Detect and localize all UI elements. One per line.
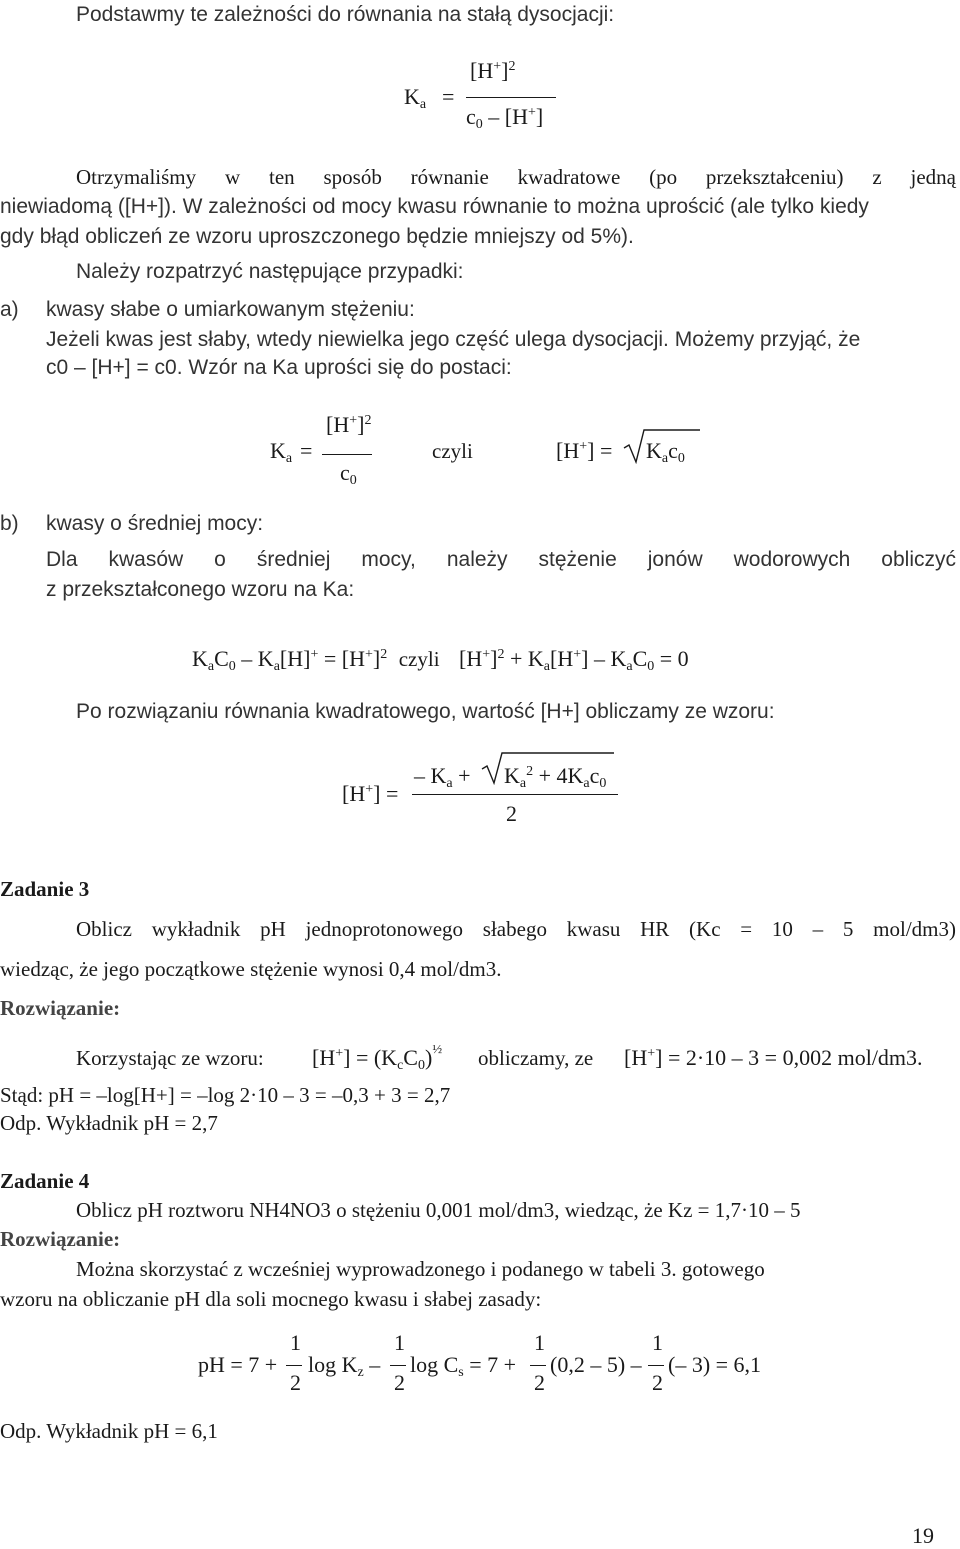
paragraph-line: Otrzymaliśmy w ten sposób równanie kwadratowe (po przekształceniu) z jedną [76,165,956,189]
equation-h-value: [H+] = 2·10 – 3 = 0,002 mol/dm3. [624,1045,923,1070]
case-b-title: kwasy o średniej mocy: [46,512,264,535]
task3-result-value: = 2·10 – 3 = 0,002 mol/dm3. [667,1045,923,1070]
case-a-title: kwasy słabe o umiarkowanym stężeniu: [46,298,415,321]
task3-answer: Odp. Wykładnik pH = 2,7 [0,1111,218,1135]
task3-heading: Zadanie 3 [0,877,90,901]
task4-answer: Odp. Wykładnik pH = 6,1 [0,1419,218,1443]
task3-text: wiedząc, że jego początkowe stężenie wynosi 0,4 mol/dm3. [0,957,502,981]
intro-line: Podstawmy te zależności do równania na stałą dysocjacji: [76,3,615,26]
czyli-text: czyli [432,439,473,463]
case-a-text: c0 – [H+] = c0. Wzór na Ka uprości się do postaci: [46,356,512,379]
cases-intro: Należy rozpatrzyć następujące przypadki: [76,260,464,283]
task3-solution-heading: Rozwiązanie: [0,996,121,1020]
case-b-marker: b) [0,512,19,535]
case-a-marker: a) [0,298,19,321]
case-b-text: Dla kwasów o średniej mocy, należy stężenie jonów wodorowych obliczyć [46,548,956,571]
paragraph-line: niewiadomą ([H+]). W zależności od mocy kwasu równanie to można uprościć (ale tylko kiedy [0,195,869,218]
task3-we-calculate: obliczamy, ze [478,1046,594,1070]
paragraph-line: gdy błąd obliczeń ze wzoru uproszczonego będzie mniejszy od 5%). [0,225,634,248]
task3-using-formula: Korzystając ze wzoru: [76,1046,264,1070]
task3-ph-line: Stąd: pH = –log[H+] = –log 2·10 – 3 = –0,3 + 3 = 2,7 [0,1083,451,1107]
task3-text: Oblicz wykładnik pH jednoprotonowego słabego kwasu HR (Kc = 10 – 5 mol/dm3) [76,917,956,941]
task4-heading: Zadanie 4 [0,1169,90,1193]
equation-h-from-kc: $[H^+] = (K_cC_0)^{\frac{1}{2}}$ [312,1041,443,1073]
case-a-text: Jeżeli kwas jest słaby, wtedy niewielka jego część ulega dysocjacji. Możemy przyjąć, że [46,328,861,351]
solution-text: Po rozwiązaniu równania kwadratowego, wartość [H+] obliczamy ze wzoru: [76,700,775,723]
task4-text: wzoru na obliczanie pH dla soli mocnego kwasu i słabej zasady: [0,1287,542,1311]
task4-text: Można skorzystać z wcześniej wyprowadzonego i podanego w tabeli 3. gotowego [76,1257,765,1281]
case-b-text: z przekształconego wzoru na Ka: [46,578,355,601]
task4-text: Oblicz pH roztworu NH4NO3 o stężeniu 0,001 mol/dm3, wiedząc, że Kz = 1,7·10 – 5 [76,1198,801,1222]
task4-solution-heading: Rozwiązanie: [0,1227,121,1251]
czyli-text: czyli [398,647,440,671]
equation-quadratic: $K_aC_0 - K_a[H]^+ = [H^+]^2$ czyli $[H^+]^2 + K_a[H^+] - K_aC_0 = 0$ [192,646,689,674]
page-number: 19 [912,1523,934,1548]
